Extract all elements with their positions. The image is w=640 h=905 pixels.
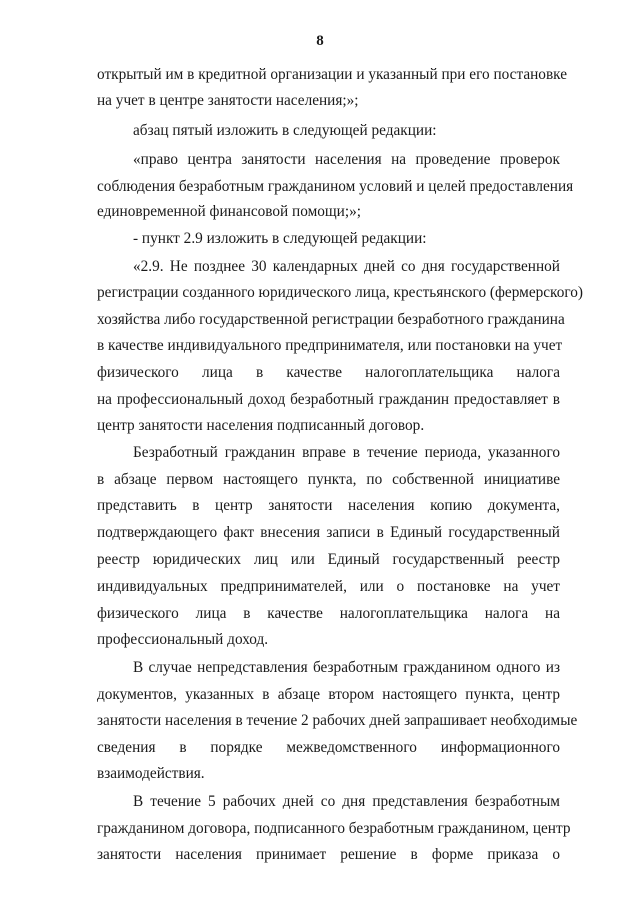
text-line: занятости населения в течение 2 рабочих дней запрашивает необходимые bbox=[97, 712, 578, 729]
text-line: реестр юридических лиц или Единый государственный реестр bbox=[97, 551, 560, 568]
text-line: документов, указанных в абзаце втором настоящего пункта, центр bbox=[97, 686, 560, 703]
text-line: занятости населения принимает решение в форме приказа о bbox=[97, 846, 560, 863]
text-line: индивидуальных предпринимателей, или о постановке на учет bbox=[97, 578, 560, 595]
text-line: в качестве индивидуального предпринимателя, или постановки на учет bbox=[97, 337, 563, 354]
text-line: физического лица в качестве налогоплательщика налога bbox=[97, 364, 560, 381]
text-line: физического лица в качестве налогоплательщика налога на bbox=[97, 605, 560, 622]
text-line: В случае непредставления безработным гражданином одного из bbox=[133, 659, 560, 676]
text-line: центр занятости населения подписанный договор. bbox=[97, 417, 425, 434]
text-line: на учет в центре занятости населения;»; bbox=[97, 92, 359, 109]
text-line: В течение 5 рабочих дней со дня представления безработным bbox=[133, 793, 560, 810]
text-line: подтверждающего факт внесения записи в Единый государственный bbox=[97, 524, 560, 541]
text-line: представить в центр занятости населения копию документа, bbox=[97, 497, 560, 514]
text-line: профессиональный доход. bbox=[97, 631, 269, 648]
text-line: на профессиональный доход безработный гражданин предоставляет в bbox=[97, 391, 560, 408]
text-line: единовременной финансовой помощи;»; bbox=[97, 203, 362, 220]
text-line: открытый им в кредитной организации и указанный при его постановке bbox=[97, 66, 568, 83]
text-line: сведения в порядке межведомственного информационного bbox=[97, 739, 560, 756]
text-line: абзац пятый изложить в следующей редакции: bbox=[133, 122, 437, 139]
text-line: хозяйства либо государственной регистрации безработного гражданина bbox=[97, 311, 565, 328]
text-line: соблюдения безработным гражданином условий и целей предоставления bbox=[97, 178, 574, 195]
text-line: Безработный гражданин вправе в течение периода, указанного bbox=[133, 444, 560, 461]
page-number: 8 bbox=[316, 33, 324, 49]
text-line: гражданином договора, подписанного безработным гражданином, центр bbox=[97, 820, 571, 837]
text-line: взаимодействия. bbox=[97, 765, 205, 782]
text-line: «2.9. Не позднее 30 календарных дней со дня государственной bbox=[133, 258, 560, 275]
text-line: регистрации созданного юридического лица, крестьянского (фермерского) bbox=[97, 284, 583, 301]
text-line: - пункт 2.9 изложить в следующей редакции: bbox=[133, 230, 427, 247]
text-line: «право центра занятости населения на проведение проверок bbox=[133, 151, 560, 168]
text-line: в абзаце первом настоящего пункта, по собственной инициативе bbox=[97, 471, 560, 488]
